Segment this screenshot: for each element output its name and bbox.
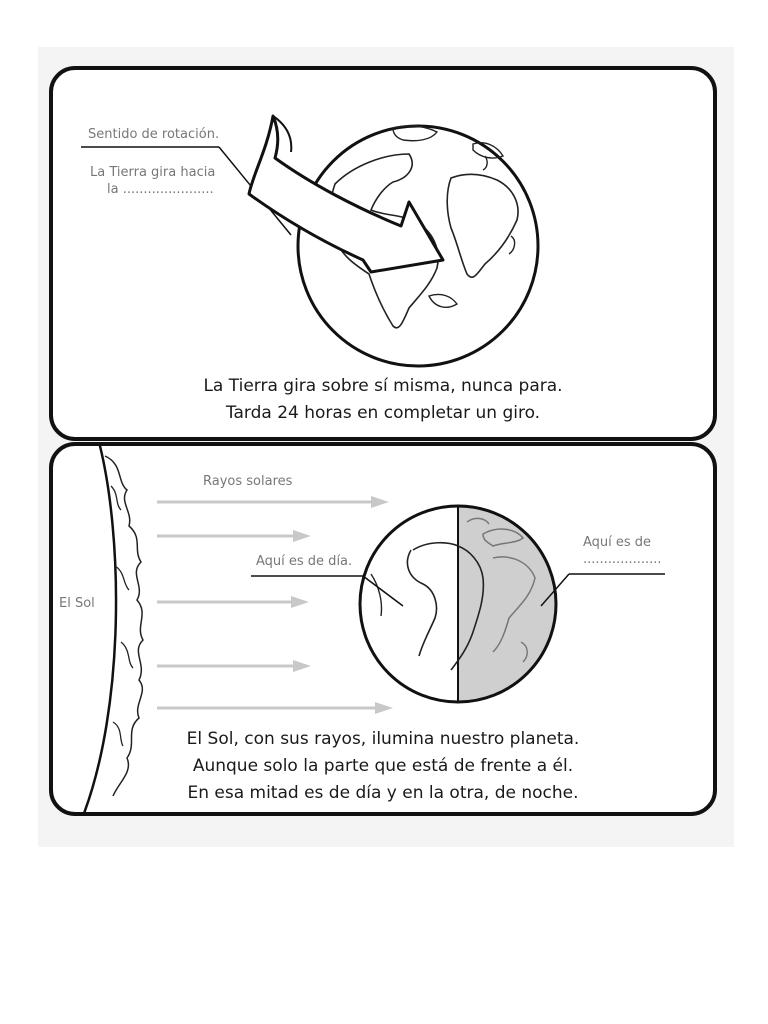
day-label: Aquí es de día.: [256, 554, 353, 569]
day-night-caption-line2: Aunque solo la parte que está de frente a él.: [192, 756, 574, 776]
sun-ray-arrow-icon: [157, 596, 309, 608]
sun-ray-arrow-icon: [157, 660, 311, 672]
rotation-caption: [53, 373, 713, 427]
direction-label: Sentido de rotación.: [88, 127, 220, 142]
earth-globe-icon: [360, 506, 556, 702]
day-night-caption: [53, 726, 713, 807]
night-label-line1: Aquí es de: [583, 535, 652, 550]
sun-ray-arrows: [157, 496, 393, 714]
sun-ray-arrow-icon: [157, 702, 393, 714]
day-night-caption-line1: El Sol, con sus rayos, ilumina nuestro planeta.: [186, 729, 580, 749]
sun-ray-arrow-icon: [157, 530, 311, 542]
direction-text-line1: La Tierra gira hacia: [90, 165, 216, 180]
rotation-caption-line2: Tarda 24 horas en completar un giro.: [225, 403, 541, 423]
rays-label: Rayos solares: [203, 474, 293, 489]
rotation-panel: [49, 66, 717, 441]
day-night-panel: [49, 442, 717, 816]
day-label-pointer: [363, 576, 403, 606]
sun-ray-arrow-icon: [157, 496, 389, 508]
rotation-caption-line1: La Tierra gira sobre sí misma, nunca para.: [203, 376, 563, 396]
sun-label: El Sol: [59, 596, 95, 611]
day-night-caption-line3: En esa mitad es de día y en la otra, de noche.: [187, 783, 579, 803]
direction-blank-line2: la ......................: [107, 182, 214, 197]
night-label-line2: ...................: [583, 552, 662, 567]
